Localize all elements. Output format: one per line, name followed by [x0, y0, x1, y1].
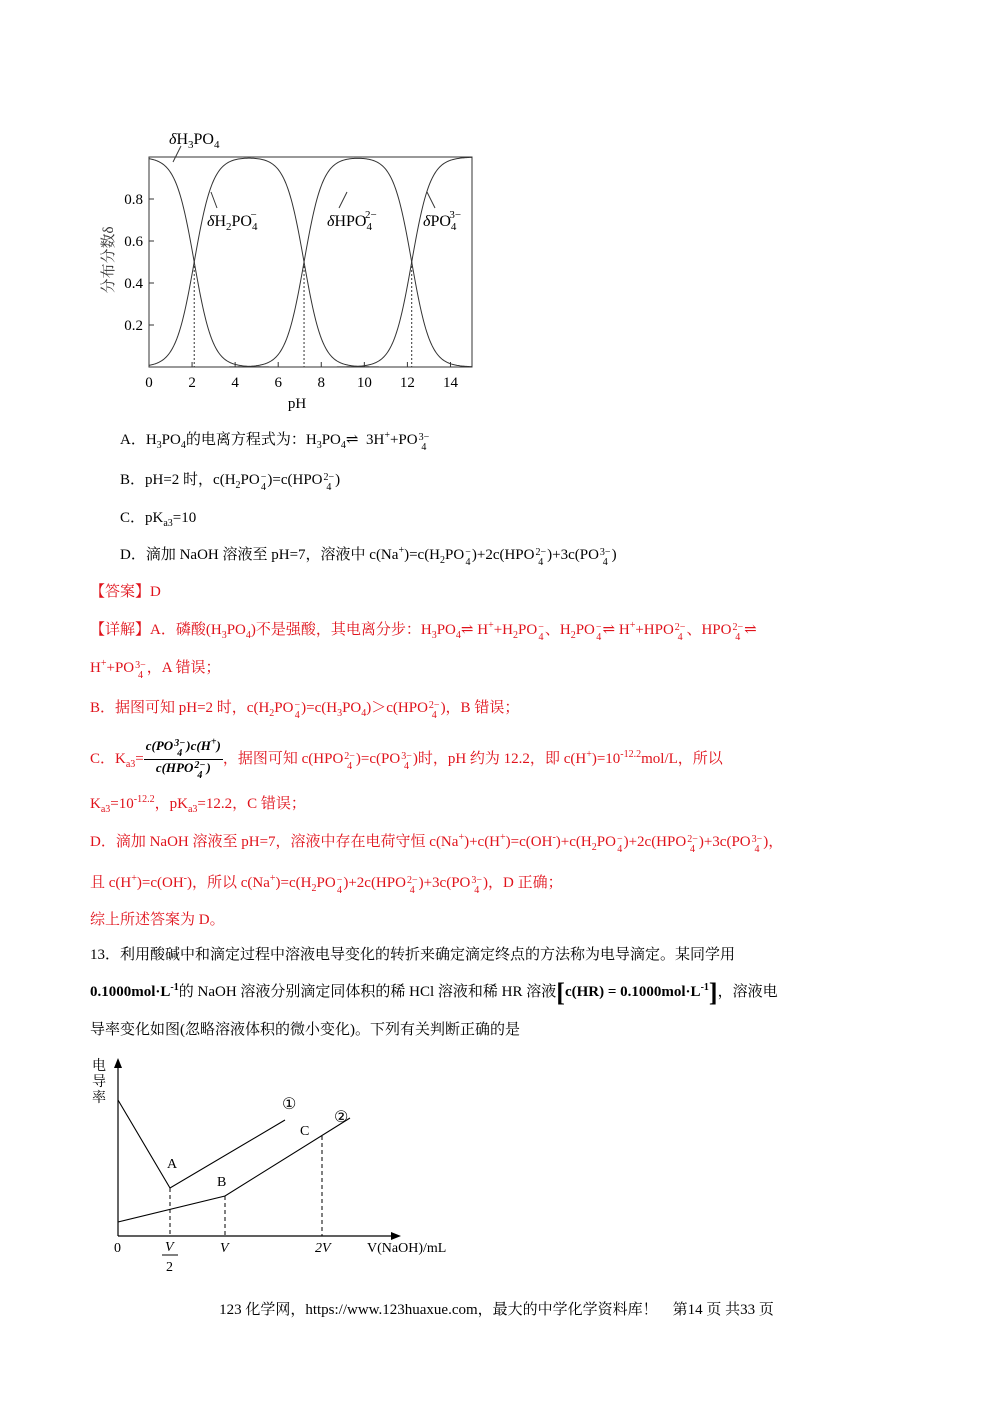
explain-line-3: B．据图可知 pH=2 时，$c(H_2PO$ − 4 )$=c(H_3PO_4)>c(HPO$ 2− 4 )，B 错误；: [90, 700, 520, 721]
explain-line-7: 且 c(H+)=c(OH-)，所以 $c(Na^+)=c(H_2PO$ − 4 )+2c(HPO 2− 4 )+3c(PO 3− 4 )，D 正确；: [90, 873, 563, 896]
series-label-h2po4: $\delta H_2PO_4-$: [207, 209, 258, 233]
x-axis-label: pH: [287, 396, 307, 412]
conductivity-chart: [85, 1050, 465, 1280]
y-axis-label-3: 率: [92, 1091, 106, 1106]
answer-line: [90, 582, 161, 602]
x-tick-label: 8: [317, 375, 326, 391]
option-b: B．pH=2 时，$c(H_2PO$ − 4 )=c(HPO 2− 4 ): [120, 472, 341, 493]
point-c-label: C: [300, 1124, 310, 1139]
x-tick-label: 4: [231, 375, 239, 391]
tick-v-over-2-den: 2: [166, 1260, 173, 1275]
label-leader-hpo4: [339, 192, 347, 208]
tick-v: V: [220, 1241, 229, 1256]
page-footer: 123 化学网，https://www.123huaxue.com，最大的中学化学资料库！ 第14 页 共33 页: [219, 1302, 774, 1318]
x-tick-label: 6: [274, 375, 282, 391]
y-tick-label: 0.2: [124, 318, 143, 334]
point-a-label: A: [167, 1157, 178, 1172]
series-h2po4: [149, 158, 472, 367]
x-tick-label: 10: [356, 375, 372, 391]
series-label-h3po4: $\delta H_3PO_4$: [169, 131, 220, 151]
series-label-po4: δPO$_4$3−: [423, 209, 462, 233]
point-b-label: B: [217, 1175, 227, 1190]
y-axis-label-2: 导: [92, 1075, 106, 1090]
curve-2-label: ②: [334, 1109, 349, 1126]
distribution-chart: [85, 120, 495, 420]
explain-line-8: 综上所述答案为 D。: [90, 912, 225, 928]
label-leader-po4: [427, 192, 435, 208]
curve-1-label: ①: [282, 1096, 297, 1113]
q13-line-1: 13．利用酸碱中和滴定过程中溶液电导变化的转折来确定滴定终点的方法称为电导滴定。某同学用: [90, 947, 736, 963]
answer-tag: 【答案】: [90, 584, 151, 600]
y-tick-label: 0.6: [124, 234, 143, 250]
x-axis-arrow: [391, 1232, 401, 1240]
series-label-hpo4: δHPO$_4$2−: [327, 209, 377, 233]
curve-2: [118, 1118, 350, 1222]
x-tick-label: 12: [399, 375, 415, 391]
ka3-fraction: c(PO 3− 4 )c(H+) c(HPO 2− 4 ): [145, 736, 221, 781]
tick-v-over-2-num: V: [165, 1240, 174, 1255]
series-po4: [149, 157, 472, 367]
option-c: C．$pK_{a3}=10$: [120, 510, 197, 529]
y-axis-label-1: 电: [92, 1059, 106, 1074]
series-hpo4: [149, 158, 472, 367]
y-tick-label: 0.4: [124, 276, 143, 292]
option-d: D．滴加 NaOH 溶液至 pH=7，溶液中 $c(Na^+)=c(H_2PO$ − 4 )+2c(HPO 2− 4 )+3c(PO 3− 4 ): [120, 545, 617, 568]
series-h3po4: [149, 159, 472, 367]
chart-frame: [149, 157, 472, 367]
q13-line-3: 导率变化如图(忽略溶液体积的微小变化)。下列有关判断正确的是: [90, 1022, 520, 1038]
explain-line-5: $K_{a3}=10^{-12.2}$，$pK_{a3}=12.2$，C 错误；: [90, 794, 306, 815]
label-leader-h3po4: [173, 146, 181, 162]
answer-value: D: [150, 584, 161, 600]
y-axis-label: 分布分数δ: [101, 226, 117, 294]
x-axis-label: V(NaOH)/mL: [367, 1241, 447, 1256]
origin-label: 0: [114, 1241, 121, 1256]
explain-line-6: D．滴加 NaOH 溶液至 pH=7，溶液中存在电荷守恒 $c(Na^+)+c(H^+)=c(OH^-)+c(H_2PO$ − 4 )+2c(HPO 2− 4 )+3c(PO 3− 4 )，: [90, 832, 784, 855]
x-tick-label: 0: [145, 375, 153, 391]
y-tick-label: 0.8: [124, 192, 143, 208]
q13-line-2: $0.1000mol\cdot L^{-1}$的 NaOH 溶液分别滴定同体积的稀 HCl 溶液和稀 HR 溶液$[c(HR) = 0.1000mol\cdot L^{-1}]$，溶液电: [90, 978, 778, 1007]
label-leader-h2po4: [211, 192, 217, 208]
tick-2v: 2V: [315, 1241, 331, 1256]
explain-line-1: 【详解】A．磷酸$(H_3PO_4)$不是强酸，其电离分步：$H_3PO_4\rightleftharpoons$ $H^++H_2PO$ − 4 、$H_2PO$ − 4 ⇌ H++HPO 2− 4 、HPO 2− 4 ⇌: [90, 620, 757, 643]
y-axis-arrow: [114, 1058, 122, 1068]
x-tick-label: 2: [188, 375, 196, 391]
explain-tag: 【详解】: [90, 622, 151, 638]
option-a: A．$H_3PO_4$的电离方程式为：$H_3PO_4\rightleftharpoons$ 3H++PO 3− 4: [120, 430, 430, 453]
explain-line-2: H++PO 3− 4 ，A 错误；: [90, 658, 221, 681]
x-tick-label: 14: [442, 375, 458, 391]
explain-line-4: C．$K_{a3}=$ c(PO 3− 4 )c(H+) c(HPO 2− 4 ) ，据图可知 c(HPO 2− 4 )=c(PO 3− 4 )时，pH 约为 12.2，即 $c(H^+)=10^{-12.2}mol/L$，所以: [90, 736, 723, 781]
